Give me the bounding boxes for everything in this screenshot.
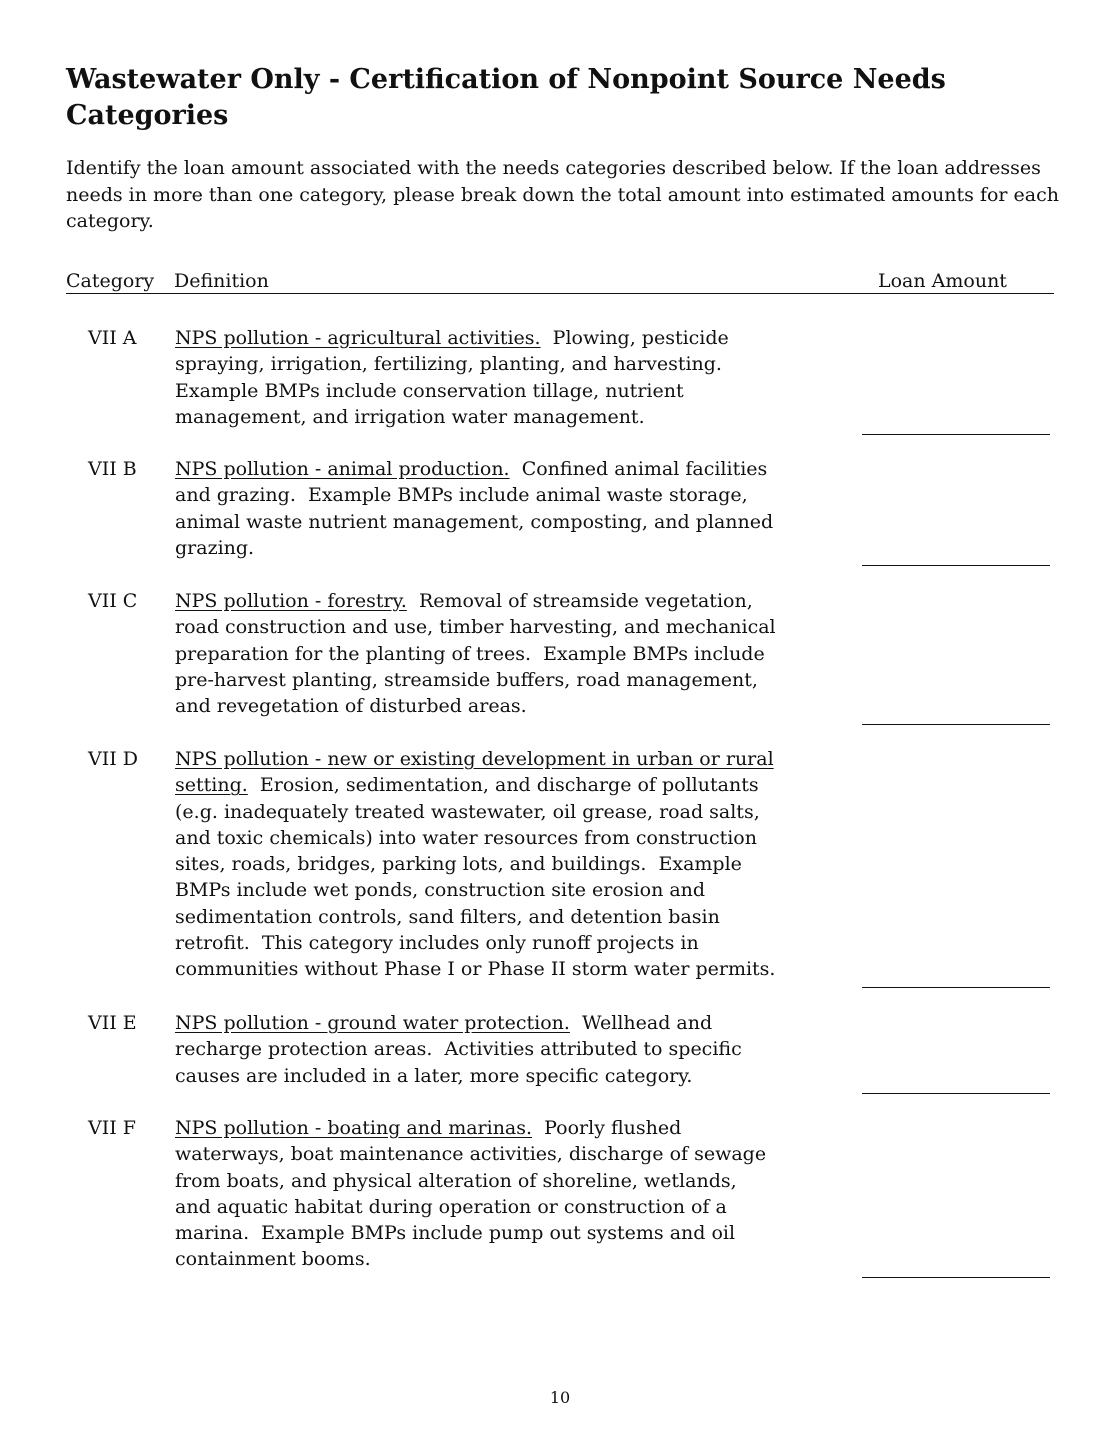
- definition-line: [175, 1010, 742, 1036]
- category-definition: [175, 588, 776, 719]
- definition-line: [175, 877, 775, 903]
- definition-text: (e.g. inadequately treated wastewater, oil grease, road salts,: [175, 800, 760, 823]
- definition-line: [175, 904, 775, 930]
- definition-line: [175, 1194, 766, 1220]
- category-name: NPS pollution - new or existing development in urban or rural: [175, 748, 774, 770]
- definition-text: sedimentation controls, sand filters, and detention basin: [175, 905, 720, 928]
- category-name: NPS pollution - boating and marinas.: [175, 1117, 533, 1139]
- definition-text: and revegetation of disturbed areas.: [175, 695, 527, 718]
- loan-amount-field[interactable]: [862, 565, 1050, 566]
- definition-text: grazing.: [175, 536, 255, 559]
- definition-line: [175, 351, 729, 377]
- definition-line: [175, 825, 775, 851]
- category-name: NPS pollution - ground water protection.: [175, 1012, 570, 1034]
- definition-line: [175, 930, 775, 956]
- definition-text: preparation for the planting of trees. Example BMPs include: [175, 642, 765, 665]
- definition-text: management, and irrigation water management.: [175, 405, 645, 428]
- category-name: NPS pollution - agricultural activities.: [175, 327, 541, 349]
- definition-text: and grazing. Example BMPs include animal waste storage,: [175, 484, 748, 507]
- definition-line: [175, 1246, 766, 1272]
- definition-line: [175, 535, 773, 561]
- definition-text: recharge protection areas. Activities attributed to specific: [175, 1038, 742, 1061]
- definition-text: and aquatic habitat during operation or construction of a: [175, 1195, 727, 1218]
- definition-line: [175, 614, 776, 640]
- category-definition: [175, 456, 773, 561]
- loan-amount-field[interactable]: [862, 1093, 1050, 1094]
- category-code: VII C: [88, 590, 138, 612]
- definition-line: [175, 325, 729, 351]
- definition-text: retrofit. This category includes only runoff projects in: [175, 932, 699, 955]
- definition-text: Erosion, sedimentation, and discharge of pollutants: [247, 774, 759, 797]
- definition-text: spraying, irrigation, fertilizing, planting, and harvesting.: [175, 353, 722, 376]
- definition-text: causes are included in a later, more specific category.: [175, 1064, 693, 1087]
- category-name: NPS pollution - animal production.: [175, 458, 510, 480]
- category-code: VII D: [88, 748, 139, 770]
- definition-line: [175, 1036, 742, 1062]
- definition-line: [175, 509, 773, 535]
- category-definition: [175, 746, 775, 983]
- instructions: Identify the loan amount associated with the needs categories described below. If the loan addresses needs in more than one category, please break down the total amount into estimated amounts for each category.: [66, 157, 1059, 232]
- definition-text: marina. Example BMPs include pump out systems and oil: [175, 1222, 736, 1245]
- definition-text: road construction and use, timber harvesting, and mechanical: [175, 616, 776, 639]
- definition-text: Wellhead and: [569, 1012, 713, 1034]
- definition-text: Plowing, pesticide: [540, 327, 729, 349]
- definition-text: animal waste nutrient management, composting, and planned: [175, 510, 774, 533]
- loan-amount-field[interactable]: [862, 724, 1050, 725]
- definition-text: and toxic chemicals) into water resources from construction: [175, 826, 757, 849]
- definition-text: Removal of streamside vegetation,: [406, 590, 753, 612]
- definition-line: [175, 799, 775, 825]
- definition-text: containment booms.: [175, 1248, 371, 1271]
- definition-line: [175, 693, 776, 719]
- category-code: VII B: [88, 458, 137, 480]
- definition-text: communities without Phase I or Phase II storm water permits.: [175, 958, 776, 981]
- category-code: VII F: [88, 1117, 136, 1139]
- definition-line: [175, 378, 729, 404]
- definition-line: [175, 956, 775, 982]
- definition-line: [175, 641, 776, 667]
- definition-text: Example BMPs include conservation tillage, nutrient: [175, 379, 684, 402]
- category-definition: [175, 325, 729, 430]
- header-category: Category: [66, 270, 155, 292]
- definition-text: sites, roads, bridges, parking lots, and buildings. Example: [175, 853, 742, 876]
- header-loan-amount: Loan Amount: [878, 270, 1007, 292]
- definition-line: [175, 404, 729, 430]
- definition-line: [175, 588, 776, 614]
- definition-text: Poorly flushed: [532, 1117, 682, 1139]
- definition-line: [175, 1115, 766, 1141]
- definition-line: [175, 772, 775, 798]
- definition-line: [175, 1168, 766, 1194]
- definition-line: [175, 851, 775, 877]
- category-code: VII A: [88, 327, 137, 349]
- definition-text: pre-harvest planting, streamside buffers, road management,: [175, 668, 758, 691]
- definition-text: from boats, and physical alteration of shoreline, wetlands,: [175, 1169, 737, 1192]
- category-definition: [175, 1010, 742, 1089]
- loan-amount-field[interactable]: [862, 434, 1050, 435]
- loan-amount-field[interactable]: [862, 987, 1050, 988]
- category-name: NPS pollution - forestry.: [175, 590, 407, 612]
- definition-line: [175, 482, 773, 508]
- page-number: 10: [549, 1388, 571, 1407]
- definition-line: [175, 1063, 742, 1089]
- loan-amount-field[interactable]: [862, 1277, 1050, 1278]
- definition-line: [175, 1220, 766, 1246]
- category-code: VII E: [88, 1012, 137, 1034]
- page-title: Wastewater Only - Certification of Nonpoint Source Needs Categories: [66, 64, 946, 131]
- definition-line: [175, 456, 773, 482]
- category-name: setting.: [175, 774, 248, 797]
- category-definition: [175, 1115, 766, 1273]
- definition-line: [175, 1141, 766, 1167]
- definition-text: Confined animal facilities: [509, 458, 768, 480]
- definition-line: [175, 746, 775, 772]
- header-rule: [66, 293, 1054, 294]
- definition-line: [175, 667, 776, 693]
- definition-text: waterways, boat maintenance activities, discharge of sewage: [175, 1143, 767, 1166]
- definition-text: BMPs include wet ponds, construction site erosion and: [175, 879, 706, 902]
- header-definition: Definition: [174, 270, 269, 292]
